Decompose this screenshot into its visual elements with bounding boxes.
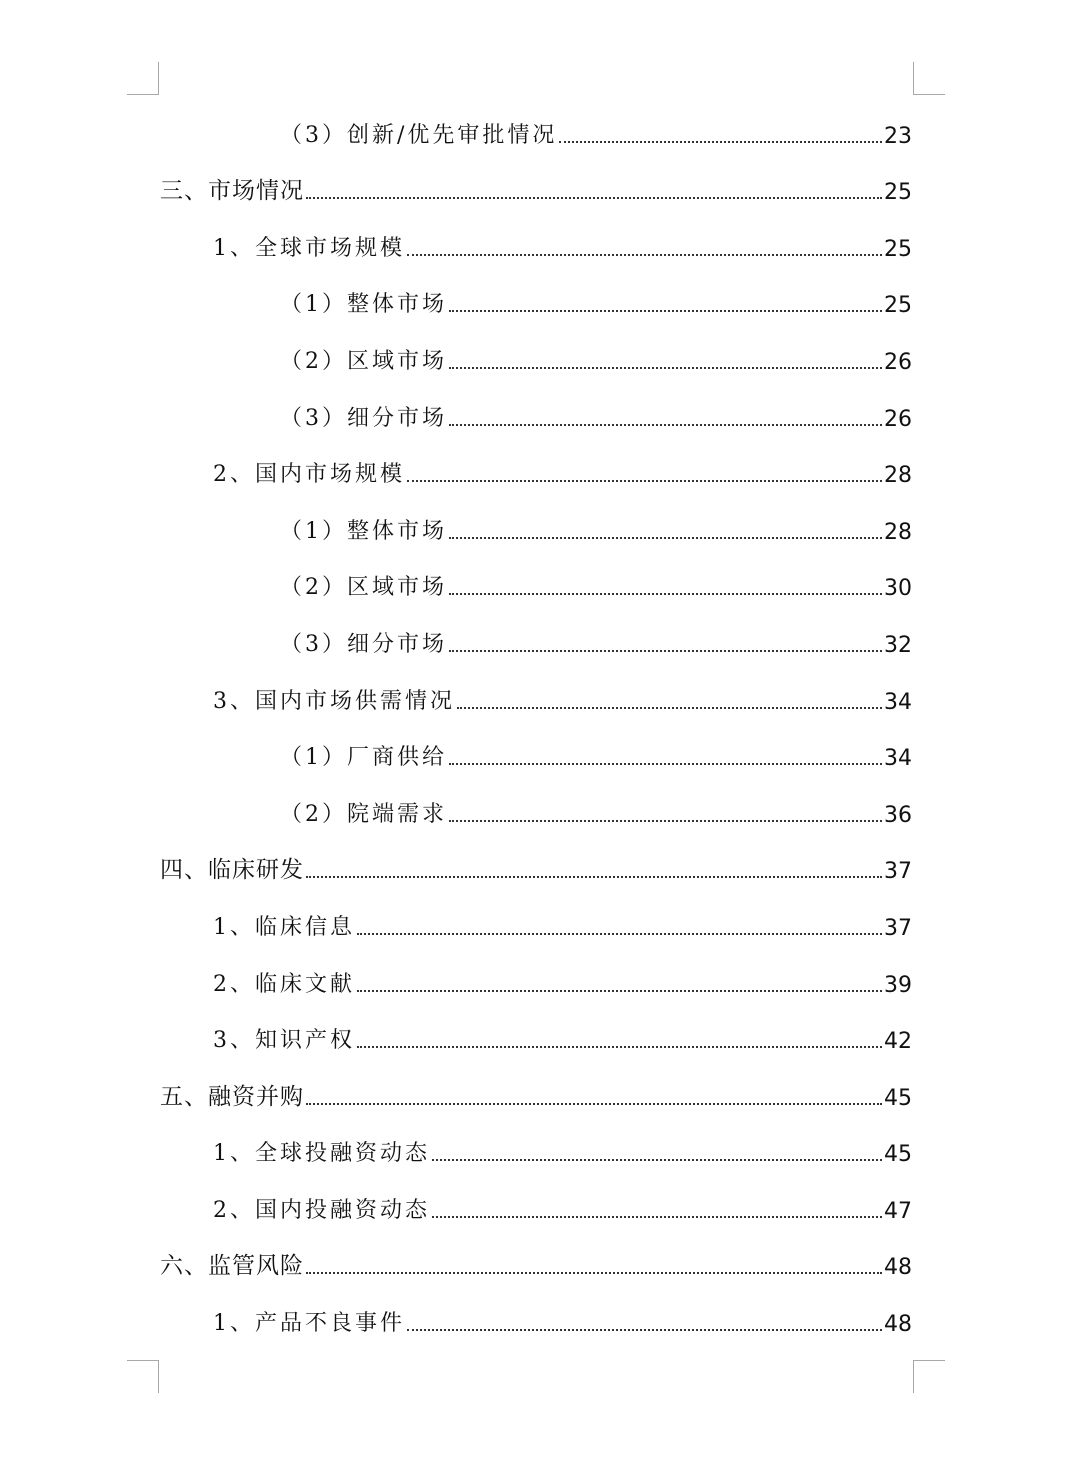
dot-leader — [449, 424, 882, 426]
toc-entry[interactable] — [160, 773, 912, 830]
dot-leader — [449, 310, 882, 312]
toc-entry-page: 37 — [884, 915, 912, 941]
toc-entry-page: 39 — [884, 972, 912, 998]
dot-leader — [559, 141, 882, 143]
toc-entry-page: 30 — [884, 576, 912, 602]
toc-entry-title: 3、知识产权 — [213, 1028, 355, 1054]
toc-entry-page: 28 — [884, 463, 912, 489]
toc-entry-page: 25 — [884, 236, 912, 262]
toc-entry-page: 25 — [884, 180, 912, 206]
toc-entry-title: 1、全球市场规模 — [213, 235, 405, 261]
toc-entry-page: 25 — [884, 293, 912, 319]
toc-entry[interactable] — [160, 660, 912, 717]
dot-leader — [457, 707, 882, 709]
toc-entry-page: 45 — [884, 1142, 912, 1168]
toc-entry[interactable] — [160, 717, 912, 774]
toc-entry-page: 34 — [884, 746, 912, 772]
toc-entry-title: 1、全球投融资动态 — [213, 1141, 430, 1167]
toc-entry-title: 四、临床研发 — [160, 857, 304, 884]
toc-entry-title: （2）区域市场 — [280, 575, 447, 601]
toc-entry-title: （3）创新/优先审批情况 — [280, 122, 558, 148]
dot-leader — [449, 367, 882, 369]
toc-entry[interactable] — [160, 264, 912, 321]
table-of-contents — [160, 94, 912, 1339]
toc-entry[interactable] — [160, 943, 912, 1000]
toc-entry[interactable] — [160, 207, 912, 264]
toc-entry-title: （2）院端需求 — [280, 801, 447, 827]
dot-leader — [449, 763, 882, 765]
toc-entry-title: （3）细分市场 — [280, 631, 447, 657]
corner-mark-bottom-right — [913, 1360, 945, 1393]
toc-entry[interactable] — [160, 886, 912, 943]
dot-leader — [357, 1046, 882, 1048]
toc-entry-page: 28 — [884, 519, 912, 545]
corner-mark-bottom-left — [127, 1360, 159, 1393]
dot-leader — [449, 537, 882, 539]
toc-entry-title: 2、临床文献 — [213, 971, 355, 997]
toc-entry-title: （1）厂商供给 — [280, 745, 447, 771]
toc-entry-title: （3）细分市场 — [280, 405, 447, 431]
toc-entry-page: 32 — [884, 632, 912, 658]
toc-entry-page: 37 — [884, 859, 912, 885]
dot-leader — [306, 876, 882, 878]
dot-leader — [449, 820, 882, 822]
toc-entry[interactable] — [160, 1113, 912, 1170]
toc-entry-title: （1）整体市场 — [280, 518, 447, 544]
toc-entry[interactable] — [160, 547, 912, 604]
toc-entry[interactable] — [160, 830, 912, 887]
toc-entry[interactable] — [160, 151, 912, 208]
dot-leader — [407, 1329, 882, 1331]
toc-entry[interactable] — [160, 1226, 912, 1283]
dot-leader — [357, 933, 882, 935]
toc-entry-page: 42 — [884, 1029, 912, 1055]
toc-entry[interactable] — [160, 1169, 912, 1226]
dot-leader — [449, 593, 882, 595]
toc-entry[interactable] — [160, 490, 912, 547]
toc-entry-page: 45 — [884, 1085, 912, 1111]
dot-leader — [306, 197, 882, 199]
dot-leader — [306, 1272, 882, 1274]
corner-mark-top-right — [913, 62, 945, 95]
toc-entry-page: 47 — [884, 1198, 912, 1224]
toc-entry[interactable] — [160, 1056, 912, 1113]
toc-entry-title: （1）整体市场 — [280, 292, 447, 318]
corner-mark-top-left — [127, 62, 159, 95]
toc-entry[interactable] — [160, 320, 912, 377]
toc-entry-page: 26 — [884, 349, 912, 375]
toc-entry[interactable] — [160, 434, 912, 491]
toc-entry-title: 1、临床信息 — [213, 914, 355, 940]
toc-entry[interactable] — [160, 94, 912, 151]
dot-leader — [432, 1216, 882, 1218]
toc-entry[interactable] — [160, 1282, 912, 1339]
toc-entry-title: 1、产品不良事件 — [213, 1311, 405, 1337]
dot-leader — [449, 650, 882, 652]
dot-leader — [432, 1159, 882, 1161]
dot-leader — [357, 990, 882, 992]
toc-entry-title: 三、市场情况 — [160, 178, 304, 205]
toc-entry-page: 48 — [884, 1312, 912, 1338]
toc-entry-page: 36 — [884, 802, 912, 828]
dot-leader — [306, 1103, 882, 1105]
dot-leader — [407, 254, 882, 256]
toc-entry-title: 六、监管风险 — [160, 1253, 304, 1280]
toc-entry[interactable] — [160, 603, 912, 660]
toc-entry-title: 2、国内投融资动态 — [213, 1197, 430, 1223]
dot-leader — [407, 480, 882, 482]
toc-entry-page: 23 — [884, 123, 912, 149]
toc-entry-title: 五、融资并购 — [160, 1083, 304, 1110]
toc-entry-page: 48 — [884, 1255, 912, 1281]
toc-entry-page: 34 — [884, 689, 912, 715]
toc-entry[interactable] — [160, 377, 912, 434]
toc-entry-page: 26 — [884, 406, 912, 432]
toc-entry-title: 3、国内市场供需情况 — [213, 688, 455, 714]
toc-entry-title: 2、国内市场规模 — [213, 462, 405, 488]
toc-entry[interactable] — [160, 1000, 912, 1057]
toc-entry-title: （2）区域市场 — [280, 348, 447, 374]
